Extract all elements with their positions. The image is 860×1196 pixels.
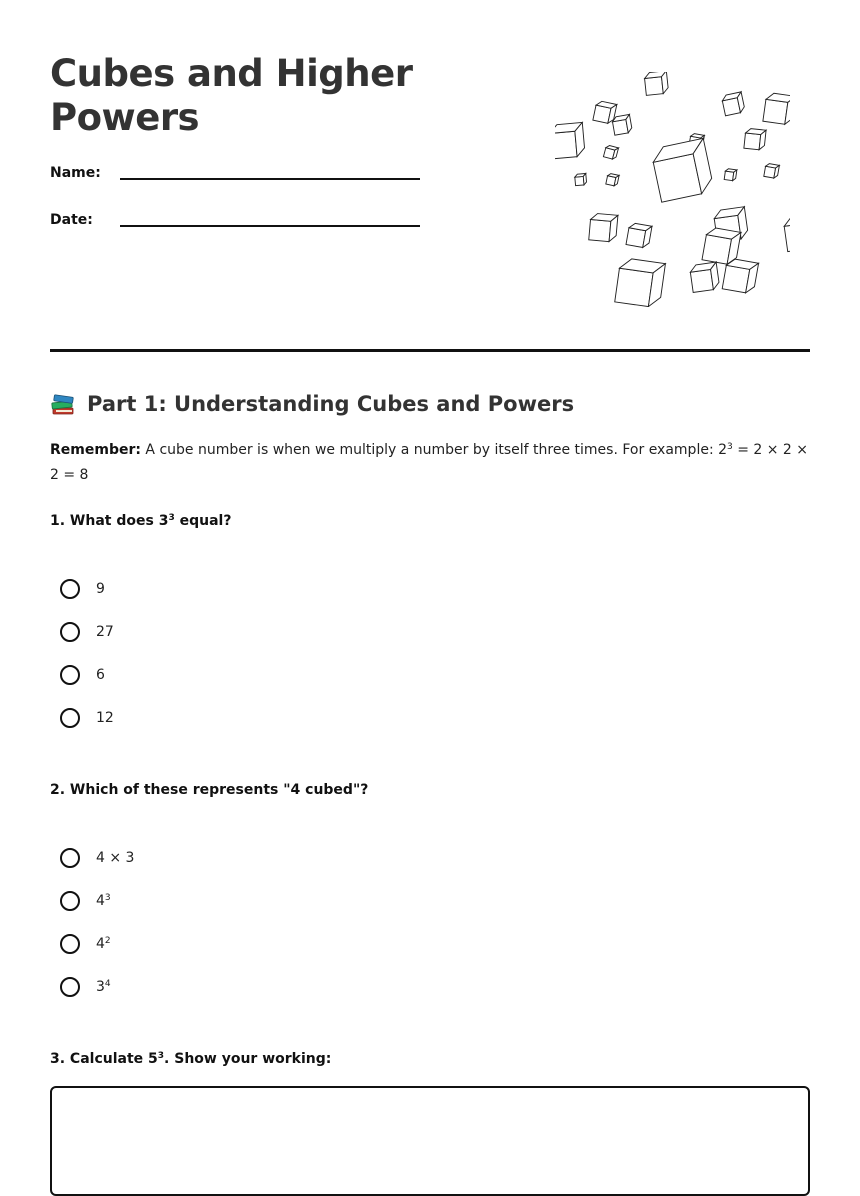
question-1-option[interactable] xyxy=(60,696,114,739)
option-label: $4^3$ xyxy=(96,892,111,909)
cubes-illustration xyxy=(555,72,790,307)
option-label: 12 xyxy=(96,709,114,726)
question-3-exponent: 3 xyxy=(157,1051,165,1061)
section-title-part-1 xyxy=(50,389,574,419)
question-3-text: 3. Calculate 5 xyxy=(50,1051,158,1067)
remember-label: Remember: xyxy=(50,442,141,458)
option-label: $4^2$ xyxy=(96,935,111,952)
question-3-suffix: . Show your working: xyxy=(164,1051,332,1067)
radio-button[interactable] xyxy=(60,848,80,868)
radio-button[interactable] xyxy=(60,891,80,911)
radio-button[interactable] xyxy=(60,934,80,954)
cube-shape xyxy=(744,128,766,150)
remember-text-a: A cube number is when we multiply a number by itself three times. For example: 2 xyxy=(145,442,728,458)
question-2-option[interactable] xyxy=(60,836,134,879)
question-1-option[interactable] xyxy=(60,567,114,610)
cube-shape xyxy=(606,173,619,186)
cube-shape xyxy=(651,138,715,202)
page-title xyxy=(50,52,412,140)
question-2-option[interactable] xyxy=(60,922,134,965)
date-input-line[interactable] xyxy=(120,225,420,227)
books-icon xyxy=(50,391,76,417)
cube-shape xyxy=(724,168,737,181)
name-label: Name: xyxy=(50,165,101,181)
remember-exponent: 3 xyxy=(727,442,733,452)
date-field xyxy=(50,212,420,236)
cube-shape xyxy=(612,114,633,135)
cube-shape xyxy=(721,92,745,116)
working-answer-box[interactable] xyxy=(50,1086,810,1196)
radio-button[interactable] xyxy=(60,579,80,599)
option-label: 6 xyxy=(96,666,105,683)
question-1-text: 1. What does 3 xyxy=(50,513,169,529)
cube-shape xyxy=(764,163,780,179)
question-2-text: 2. Which of these represents "4 cubed"? xyxy=(50,782,369,798)
radio-button[interactable] xyxy=(60,665,80,685)
cube-shape xyxy=(783,214,790,252)
option-label: 4 × 3 xyxy=(96,849,135,866)
radio-button[interactable] xyxy=(60,708,80,728)
header-divider xyxy=(50,349,810,352)
cube-shape xyxy=(603,145,618,160)
radio-button[interactable] xyxy=(60,977,80,997)
radio-button[interactable] xyxy=(60,622,80,642)
option-label: $3^4$ xyxy=(96,978,111,995)
question-2-options xyxy=(60,836,134,1008)
question-1-suffix: equal? xyxy=(174,513,232,529)
cube-shape xyxy=(555,122,585,158)
question-2 xyxy=(50,782,368,798)
remember-note xyxy=(50,438,810,488)
title-line-1: Cubes and Higher xyxy=(50,52,413,95)
option-label: 27 xyxy=(96,623,114,640)
question-1-exponent: 3 xyxy=(168,513,175,523)
question-1 xyxy=(50,513,231,529)
name-field xyxy=(50,165,420,189)
question-2-option[interactable] xyxy=(60,879,134,922)
cube-shape xyxy=(763,92,790,125)
question-1-options xyxy=(60,567,114,739)
cube-shape xyxy=(575,173,587,185)
section-title-text: Part 1: Understanding Cubes and Powers xyxy=(87,392,575,416)
cube-shape xyxy=(689,262,719,292)
cube-shape xyxy=(644,72,669,95)
date-label: Date: xyxy=(50,212,93,228)
question-3 xyxy=(50,1051,331,1067)
question-1-option[interactable] xyxy=(60,610,114,653)
cube-shape xyxy=(615,257,666,307)
cube-shape xyxy=(589,213,618,242)
name-input-line[interactable] xyxy=(120,178,420,180)
cube-shape xyxy=(626,222,652,248)
question-2-option[interactable] xyxy=(60,965,134,1008)
question-1-option[interactable] xyxy=(60,653,114,696)
title-line-2: Powers xyxy=(50,96,200,139)
remember-text-b: = 2 × 2 × 2 = 8 xyxy=(50,442,809,483)
option-label: 9 xyxy=(96,580,105,597)
